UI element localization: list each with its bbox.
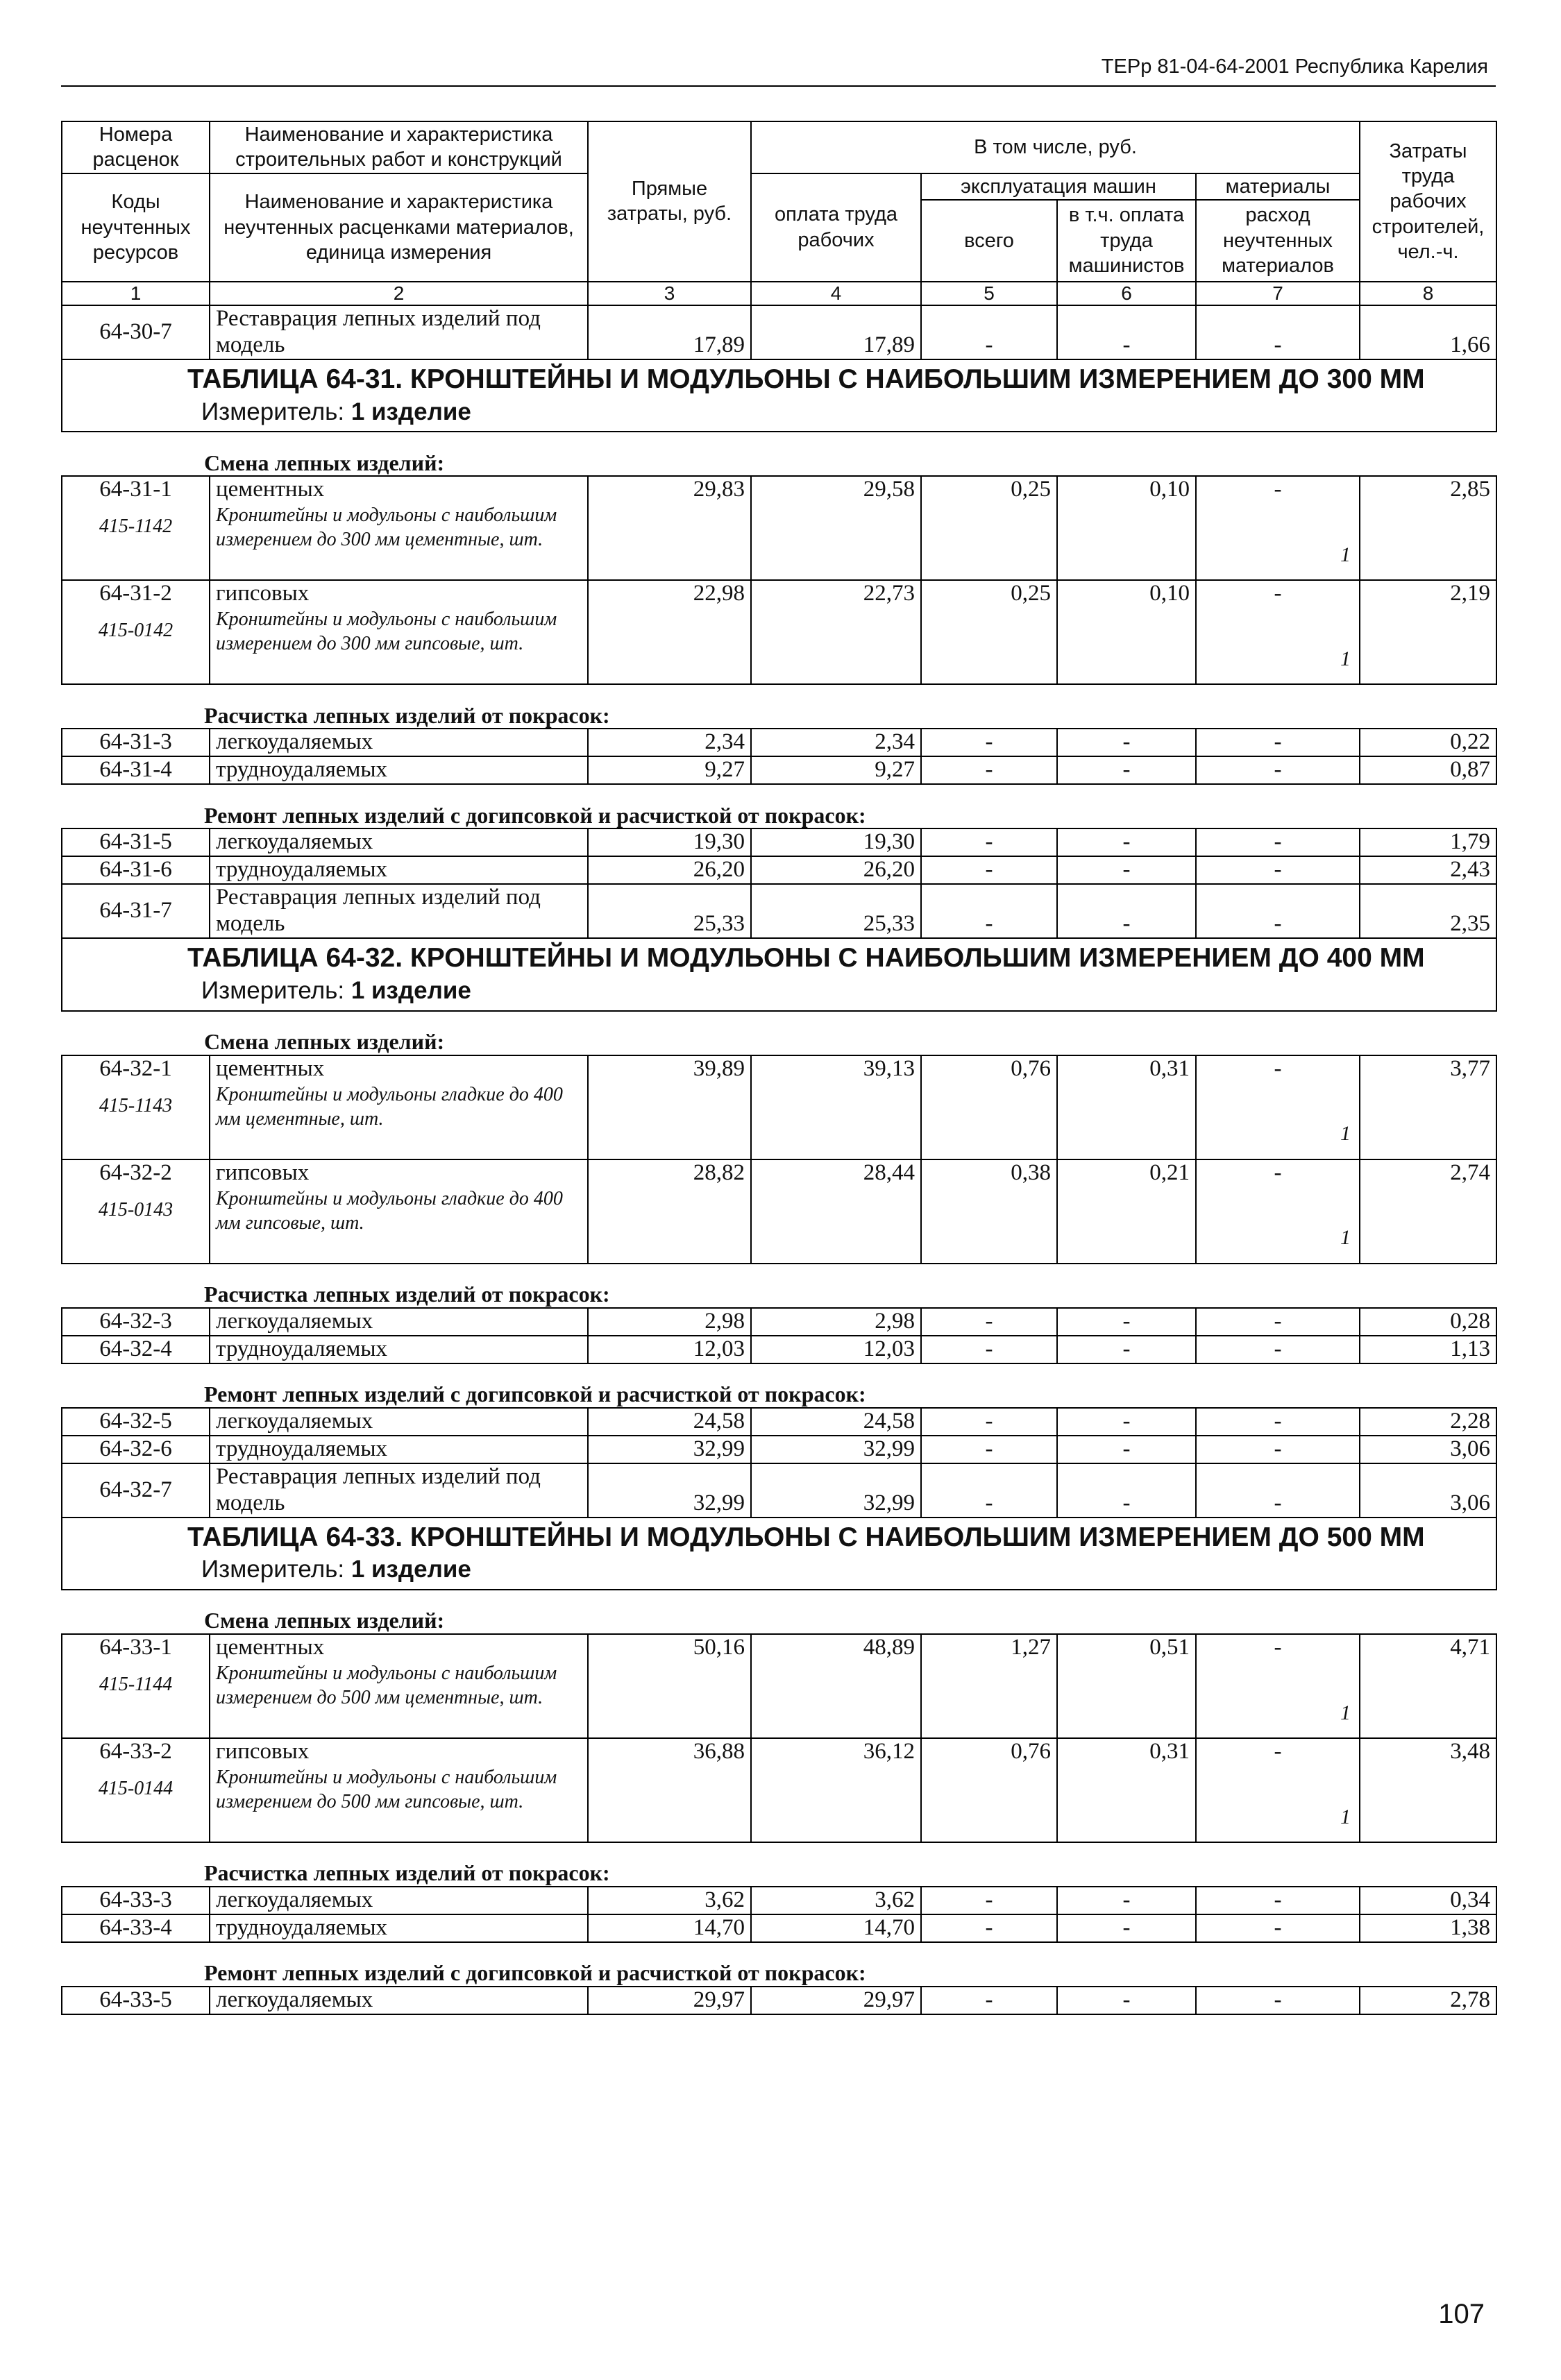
table-title [62,359,1496,432]
materials-cell [1196,476,1360,580]
machines-total: 0,38 [921,1159,1057,1264]
header-row-2 [62,173,1496,200]
section-title: Смена лепных изделий: [62,1011,1496,1055]
machines-labor: 0,10 [1057,476,1196,580]
materials: - [1274,581,1282,606]
rate-name: легкоудаляемых [210,1887,588,1914]
table-row [62,756,1496,784]
rate-code-cell [62,1055,210,1159]
machines-total: - [921,1463,1057,1518]
machines-total: - [921,856,1057,884]
resource-code: 415-0142 [98,620,174,642]
table-row [62,476,1496,580]
col-direct: Прямые затраты, руб. [588,121,751,282]
section-title: Ремонт лепных изделий с догипсовкой и расчисткой от покрасок: [62,784,1496,828]
material-desc: Кронштейны и модульоны гладкие до 400 мм гипсовые, шт. [216,1187,563,1234]
machines-total: - [921,1308,1057,1336]
section-row [62,684,1496,729]
resource-code: 415-0143 [98,1198,174,1221]
material-qty: 1 [1340,1701,1351,1724]
direct-cost: 50,16 [588,1634,751,1738]
table-row [62,1308,1496,1336]
machines-total: - [921,1336,1057,1363]
section-title: Расчистка лепных изделий от покрасок: [62,1264,1496,1308]
section-row [62,1590,1496,1634]
direct-cost: 14,70 [588,1914,751,1942]
labor-cost: 3,48 [1360,1738,1496,1842]
labor-pay: 32,99 [751,1436,921,1463]
labor-pay: 36,12 [751,1738,921,1842]
materials-cell [1196,1055,1360,1159]
rate-code: 64-31-4 [62,756,210,784]
machines-labor: - [1057,828,1196,856]
col-labor-cost: Затраты труда рабочих строителей, чел.-ч. [1360,121,1496,282]
machines-total: 0,25 [921,580,1057,684]
materials: - [1196,1308,1360,1336]
machines-total: - [921,828,1057,856]
col-num: 3 [588,282,751,305]
labor-pay: 19,30 [751,828,921,856]
section-row [62,1363,1496,1408]
direct-cost: 29,83 [588,476,751,580]
materials: - [1196,1887,1360,1914]
material-qty: 1 [1340,1226,1351,1250]
machines-labor: - [1057,1308,1196,1336]
table-row [62,1336,1496,1363]
table-row [62,1436,1496,1463]
table-title-row [62,359,1496,432]
labor-cost: 2,19 [1360,580,1496,684]
table-row [62,305,1496,359]
materials: - [1196,1436,1360,1463]
table-title-row [62,1518,1496,1590]
direct-cost: 32,99 [588,1463,751,1518]
machines-total: - [921,1408,1057,1436]
direct-cost: 39,89 [588,1055,751,1159]
rate-name: легкоудаляемых [210,1987,588,2014]
material-desc: Кронштейны и модульоны гладкие до 400 мм цементные, шт. [216,1083,563,1130]
direct-cost: 32,99 [588,1436,751,1463]
direct-cost: 28,82 [588,1159,751,1264]
materials: - [1196,1987,1360,2014]
resource-code: 415-1144 [99,1674,173,1695]
direct-cost: 25,33 [588,884,751,938]
machines-labor: - [1057,1436,1196,1463]
labor-pay: 17,89 [751,305,921,359]
machines-labor: 0,10 [1057,580,1196,684]
materials: - [1196,884,1360,938]
machines-labor: 0,31 [1057,1055,1196,1159]
col-num: 6 [1057,282,1196,305]
table-row [62,884,1496,938]
direct-cost: 2,34 [588,729,751,756]
labor-cost: 1,66 [1360,305,1496,359]
measure-label: Измеритель: [201,1556,345,1583]
machines-labor: - [1057,1463,1196,1518]
rate-name: легкоудаляемых [210,828,588,856]
materials: - [1196,1463,1360,1518]
machines-labor: - [1057,856,1196,884]
rate-code: 64-32-7 [62,1463,210,1518]
rate-code: 64-32-6 [62,1436,210,1463]
materials: - [1196,1336,1360,1363]
rate-name: Реставрация лепных изделий под модель [210,305,588,359]
machines-total: - [921,1887,1057,1914]
labor-cost: 2,43 [1360,856,1496,884]
section-row [62,1011,1496,1055]
rate-name: цементных [216,477,325,502]
materials: - [1196,305,1360,359]
section-title: Смена лепных изделий: [62,432,1496,476]
materials-cell [1196,1634,1360,1738]
material-qty: 1 [1340,543,1351,566]
measure-value: 1 изделие [351,976,471,1004]
rate-code: 64-32-2 [99,1159,172,1185]
direct-cost: 24,58 [588,1408,751,1436]
resource-code: 415-1142 [99,516,173,538]
labor-cost: 2,78 [1360,1987,1496,2014]
labor-pay: 24,58 [751,1408,921,1436]
measure-line [201,1554,1487,1585]
header-row-1 [62,121,1496,173]
col-num: 8 [1360,282,1496,305]
rate-code-cell [62,580,210,684]
labor-pay: 12,03 [751,1336,921,1363]
col-code-bottom: Коды неучтенных ресурсов [62,173,210,282]
measure-value: 1 изделие [351,1556,471,1583]
section-title: Ремонт лепных изделий с догипсовкой и расчисткой от покрасок: [62,1363,1496,1408]
measure-label: Измеритель: [201,976,345,1004]
labor-cost: 4,71 [1360,1634,1496,1738]
labor-cost: 2,28 [1360,1408,1496,1436]
col-machines-total: всего [921,200,1057,282]
rate-desc [210,1738,588,1842]
table-title-text: ТАБЛИЦА 64-32. КРОНШТЕЙНЫ И МОДУЛЬОНЫ С НАИБОЛЬШИМ ИЗМЕРЕНИЕМ ДО 400 ММ [187,943,1425,974]
header-rule [61,85,1496,87]
col-materials: материалы [1196,173,1360,200]
machines-labor: - [1057,1887,1196,1914]
machines-total: 1,27 [921,1634,1057,1738]
rate-code-cell [62,1738,210,1842]
labor-pay: 3,62 [751,1887,921,1914]
rate-code: 64-33-5 [62,1987,210,2014]
rate-desc [210,1634,588,1738]
materials: - [1196,1408,1360,1436]
table-row [62,1987,1496,2014]
rate-code: 64-31-6 [62,856,210,884]
rate-code: 64-33-2 [99,1739,172,1765]
rate-name: легкоудаляемых [210,1308,588,1336]
materials: - [1196,729,1360,756]
machines-labor: - [1057,1336,1196,1363]
rate-name: трудноудаляемых [210,1914,588,1942]
machines-total: 0,25 [921,476,1057,580]
column-numbers-row [62,282,1496,305]
machines-labor: - [1057,305,1196,359]
table-row [62,580,1496,684]
table-row [62,1159,1496,1264]
table-title [62,1518,1496,1590]
measure-line [201,976,1487,1006]
section-title: Ремонт лепных изделий с догипсовкой и расчисткой от покрасок: [62,1942,1496,1987]
machines-total: - [921,884,1057,938]
machines-labor: - [1057,729,1196,756]
labor-cost: 0,22 [1360,729,1496,756]
direct-cost: 3,62 [588,1887,751,1914]
rate-code-cell [62,1159,210,1264]
rate-desc [210,1159,588,1264]
rate-code: 64-31-3 [62,729,210,756]
page-header: ТЕРр 81-04-64-2001 Республика Карелия [1101,56,1488,78]
material-desc: Кронштейны и модульоны с наибольшим измерением до 500 мм гипсовые, шт. [216,1767,557,1812]
direct-cost: 2,98 [588,1308,751,1336]
table-title-row [62,938,1496,1011]
direct-cost: 12,03 [588,1336,751,1363]
machines-total: 0,76 [921,1738,1057,1842]
machines-labor: 0,21 [1057,1159,1196,1264]
section-title: Расчистка лепных изделий от покрасок: [62,684,1496,729]
section-row [62,1842,1496,1887]
col-materials-sub: расход неучтенных материалов [1196,200,1360,282]
rate-code: 64-31-1 [99,477,172,502]
table-title-text: ТАБЛИЦА 64-31. КРОНШТЕЙНЫ И МОДУЛЬОНЫ С НАИБОЛЬШИМ ИЗМЕРЕНИЕМ ДО 300 ММ [187,364,1425,394]
direct-cost: 19,30 [588,828,751,856]
col-num: 1 [62,282,210,305]
direct-cost: 17,89 [588,305,751,359]
col-machines: эксплуатация машин [921,173,1196,200]
table-title [62,938,1496,1011]
measure-label: Измеритель: [201,398,345,425]
rate-code: 64-33-3 [62,1887,210,1914]
material-qty: 1 [1340,1122,1351,1146]
col-num: 2 [210,282,588,305]
table-row [62,1055,1496,1159]
materials-cell [1196,1159,1360,1264]
labor-pay: 22,73 [751,580,921,684]
table-row [62,729,1496,756]
section-row [62,1942,1496,1987]
rate-code: 64-32-3 [62,1308,210,1336]
direct-cost: 36,88 [588,1738,751,1842]
machines-total: - [921,1914,1057,1942]
rate-name: гипсовых [216,1159,310,1185]
rate-code: 64-31-2 [99,581,172,606]
rate-name: гипсовых [216,1739,310,1765]
labor-cost: 0,34 [1360,1887,1496,1914]
rate-code: 64-30-7 [62,305,210,359]
machines-labor: - [1057,756,1196,784]
machines-labor: - [1057,1914,1196,1942]
machines-total: - [921,1436,1057,1463]
table-row [62,1634,1496,1738]
materials: - [1196,756,1360,784]
materials: - [1274,1635,1282,1660]
rate-code: 64-31-5 [62,828,210,856]
labor-cost: 3,77 [1360,1055,1496,1159]
labor-pay: 2,34 [751,729,921,756]
rate-code: 64-33-1 [99,1635,172,1660]
materials: - [1274,1739,1282,1765]
labor-pay: 25,33 [751,884,921,938]
rates-table [61,121,1497,2015]
labor-cost: 3,06 [1360,1463,1496,1518]
col-machines-labor: в т.ч. оплата труда машинистов [1057,200,1196,282]
rate-code-cell [62,476,210,580]
labor-cost: 1,38 [1360,1914,1496,1942]
section-row [62,1264,1496,1308]
materials: - [1196,828,1360,856]
labor-cost: 0,87 [1360,756,1496,784]
labor-pay: 26,20 [751,856,921,884]
materials: - [1274,1159,1282,1185]
materials: - [1196,856,1360,884]
direct-cost: 9,27 [588,756,751,784]
table-row [62,1738,1496,1842]
measure-line [201,397,1487,427]
rate-name: Реставрация лепных изделий под модель [210,884,588,938]
materials: - [1196,1914,1360,1942]
machines-labor: 0,31 [1057,1738,1196,1842]
rate-desc [210,476,588,580]
table-row [62,856,1496,884]
rate-code: 64-32-1 [99,1055,172,1081]
materials-cell [1196,1738,1360,1842]
rate-desc [210,1055,588,1159]
table-row [62,1408,1496,1436]
table-row [62,828,1496,856]
col-labor-pay: оплата труда рабочих [751,173,921,282]
rate-name: цементных [216,1635,325,1660]
labor-pay: 48,89 [751,1634,921,1738]
direct-cost: 26,20 [588,856,751,884]
labor-cost: 0,28 [1360,1308,1496,1336]
section-title: Смена лепных изделий: [62,1590,1496,1634]
machines-labor: 0,51 [1057,1634,1196,1738]
rate-name: трудноудаляемых [210,1336,588,1363]
machines-total: 0,76 [921,1055,1057,1159]
machines-total: - [921,305,1057,359]
labor-pay: 14,70 [751,1914,921,1942]
labor-pay: 28,44 [751,1159,921,1264]
labor-pay: 39,13 [751,1055,921,1159]
table-row [62,1887,1496,1914]
machines-total: - [921,1987,1057,2014]
direct-cost: 22,98 [588,580,751,684]
resource-code: 415-1143 [99,1094,173,1116]
resource-code: 415-0144 [98,1778,174,1799]
material-qty: 1 [1340,647,1351,670]
materials: - [1274,477,1282,502]
labor-cost: 2,85 [1360,476,1496,580]
machines-labor: - [1057,884,1196,938]
labor-pay: 29,97 [751,1987,921,2014]
labor-cost: 1,13 [1360,1336,1496,1363]
labor-pay: 2,98 [751,1308,921,1336]
material-desc: Кронштейны и модульоны с наибольшим измерением до 500 мм цементные, шт. [216,1663,557,1708]
rate-name: легкоудаляемых [210,729,588,756]
materials: - [1274,1055,1282,1081]
col-incl: В том числе, руб. [751,121,1360,173]
labor-pay: 9,27 [751,756,921,784]
machines-total: - [921,756,1057,784]
section-row [62,784,1496,828]
measure-value: 1 изделие [351,398,471,425]
col-num: 4 [751,282,921,305]
direct-cost: 29,97 [588,1987,751,2014]
col-code-top: Номера расценок [62,121,210,173]
col-name-bottom: Наименование и характеристика неучтенных расценками материалов, единица измерения [210,173,588,282]
labor-cost: 2,35 [1360,884,1496,938]
col-name-top: Наименование и характеристика строительных работ и конструкций [210,121,588,173]
rate-code: 64-32-4 [62,1336,210,1363]
section-title: Расчистка лепных изделий от покрасок: [62,1842,1496,1887]
material-qty: 1 [1340,1805,1351,1828]
material-desc: Кронштейны и модульоны с наибольшим измерением до 300 мм гипсовые, шт. [216,609,557,655]
rate-code: 64-33-4 [62,1914,210,1942]
col-num: 7 [1196,282,1360,305]
table-row [62,1914,1496,1942]
rate-code: 64-32-5 [62,1408,210,1436]
machines-labor: - [1057,1408,1196,1436]
table-title-text: ТАБЛИЦА 64-33. КРОНШТЕЙНЫ И МОДУЛЬОНЫ С НАИБОЛЬШИМ ИЗМЕРЕНИЕМ ДО 500 ММ [187,1522,1425,1552]
labor-pay: 29,58 [751,476,921,580]
rate-name: легкоудаляемых [210,1408,588,1436]
rate-code-cell [62,1634,210,1738]
rate-name: трудноудаляемых [210,1436,588,1463]
labor-cost: 2,74 [1360,1159,1496,1264]
rate-name: трудноудаляемых [210,756,588,784]
materials-cell [1196,580,1360,684]
material-desc: Кронштейны и модульоны с наибольшим измерением до 300 мм цементные, шт. [216,504,557,551]
labor-cost: 3,06 [1360,1436,1496,1463]
labor-pay: 32,99 [751,1463,921,1518]
rate-name: цементных [216,1055,325,1081]
rate-name: трудноудаляемых [210,856,588,884]
rate-desc [210,580,588,684]
rate-code: 64-31-7 [62,884,210,938]
machines-total: - [921,729,1057,756]
rate-name: гипсовых [216,581,310,606]
rate-name: Реставрация лепных изделий под модель [210,1463,588,1518]
labor-cost: 1,79 [1360,828,1496,856]
page-number: 107 [1438,2299,1485,2329]
section-row [62,432,1496,476]
col-num: 5 [921,282,1057,305]
machines-labor: - [1057,1987,1196,2014]
table-row [62,1463,1496,1518]
